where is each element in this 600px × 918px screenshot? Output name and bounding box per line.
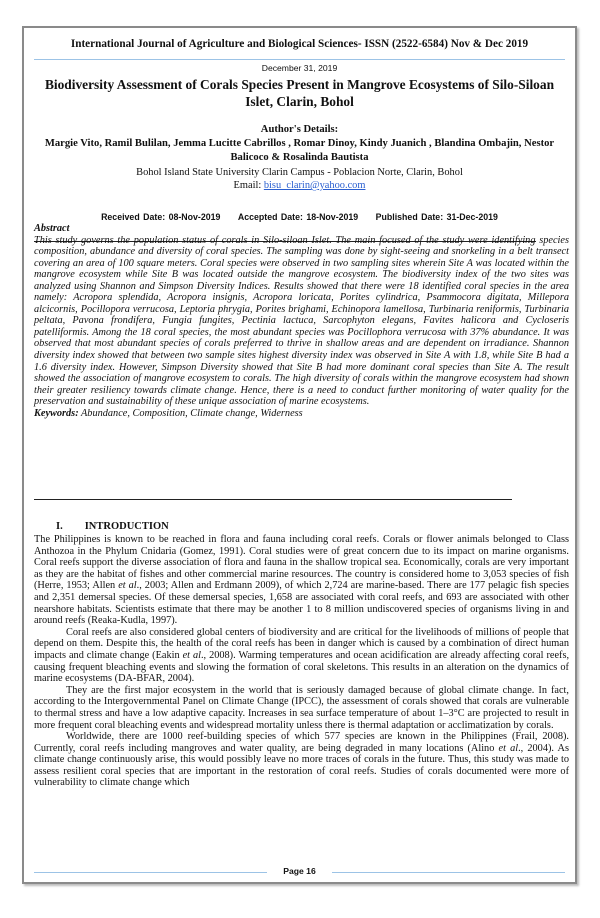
body-text [34, 534, 569, 789]
text-run: Coral reefs are also considered global centers of biodiversity and are critical for the livelihoods of millions of people that depend on them. Despite this, the health of the coral reefs has been in danger which is caused by a combination of direct human impacts and climate change (Eakin [34, 626, 569, 661]
footer-line [332, 872, 565, 873]
abstract [34, 223, 569, 419]
text-run: ., 2003; Allen and Erdmann 2009), of which 2,724 are marine-based. There are 177 pelagic fish species and 2,351 demersal species. Of these demersal species, 1,658 are associated with coral reefs, and 693 are associated with other nearshore habitats. Scientists estimate that there may be another 1 to 8 million undiscovered species of organisms living in and around reefs (Reaka-Kudla, 1997). [34, 580, 569, 627]
paragraph [34, 731, 569, 789]
abstract-heading: Abstract [34, 223, 70, 234]
journal-header: International Journal of Agriculture and Biological Sciences- ISSN (2522-6584) Nov & Dec 2019 [70, 38, 529, 50]
authors-heading: Author's Details: [260, 124, 339, 135]
paragraph [34, 534, 569, 627]
email-line [24, 180, 575, 191]
abstract-text: This study governs the population status of corals in Silo-siloan Islet. The main focused of the study were identifying species composition, abundance and diversity of coral species. The sampling was done by sight-seeing and snorkeling in a belt transect covering an area of 100 square meters. Coral species were observed in two sampling sites wherein Site A was located within the mangrove ecosystem while Site B was located outside the mangrove ecosystem. The biodiversity index of the two sites was analyzed using Shannon and Simpson Diversity Indices. Results showed that there were 18 identified coral species in the area namely: Acropora splendida, Acropora insignis, Acropora loricata, Porites cylindrica, Psammocora digitata, Millepora alcicornis, Pocillopora verrucosa, Leptoria phrygia, Porites brighami, Echinopora lamellosa, Turbinaria reniformis, Turbinaria peltata, Pavona frondifera, Fungia fungites, Pectinia lactuca, Sarcophyton elegans, Favites halicora and Cycloseris patelliformis. Among the 18 coral species, the most abundant species was Pocillophora verrucosa with 37% abundance. It was observed that most abundant species of corals preferred to thrive in shallow areas and are dependent on irradiance. Shannon diversity index showed that between two sample sites highest diversity index was observed in Site A with 1.8, while Site B had a 1.6 diversity index. However, Simpson Diversity showed that Site B had more dominant coral species than Site A. The result showed the association of mangrove ecosystem to corals. The high diversity of corals within the mangrove ecosystem had shown their greater resiliency towards climate change. Hence, there is a need to conduct further monitoring of water quality for the preservation and sustainability of these unique association of marine ecosystems. [34, 234, 569, 408]
accepted-date: Accepted Date: 18-Nov-2019 [237, 212, 359, 222]
text-run: Worldwide, there are 1000 reef-building species of which 577 species are known in the Philippines (Frail, 2008). Currently, coral reefs including mangroves and water quality, are being degraded in many locations (Alino [34, 731, 569, 754]
section-title: INTRODUCTION [84, 521, 169, 532]
paper-page [22, 26, 577, 884]
paper-title: Biodiversity Assessment of Corals Species Present in Mangrove Ecosystems of Silo-Siloan Islet, Clarin, Bohol [44, 77, 555, 109]
paragraph [34, 685, 569, 731]
page-number: Page 16 [283, 866, 316, 876]
text-run: The Philippines is known to be reached in flora and fauna including coral reefs. Corals or flower animals belonged to Class Anthozoa in the Phylum Cnidaria (Gomez, 1991). Coral studies were of great concern due to its impact on marine organisms. Coral reefs support the diverse association of flora and fauna in the shallow tropical sea. Economically, corals are very important as they are the habitat of fishes and other commercial marine resources. The country is considered home to 3,053 species of fish (Herre, 1953; Allen [34, 534, 569, 592]
email-label: Email: [233, 180, 264, 191]
italic-text: et al [118, 580, 137, 592]
section-number: I. [56, 521, 63, 532]
email-link[interactable]: bisu_clarin@yahoo.com [263, 180, 366, 191]
italic-text: et al [498, 742, 519, 754]
section-heading [56, 521, 191, 532]
dates-line [24, 212, 575, 222]
divider [34, 499, 512, 500]
text-run: ., 2008). Warming temperatures and ocean acidification are already affecting coral reefs, causing frequent bleaching events and slowing the formation of coral skeletons. This results in an alteration on the dynamics of marine ecosystems (DA-BFAR, 2004). [34, 649, 570, 685]
text-run: ., 2004). As climate change continuously arise, this would possibly leave no more traces of corals in the future. Thus, this study was made to assess resilient coral species that are important in the restoration of coral reefs. Studies of corals documented were more of vulnerability to climate change which [34, 742, 569, 789]
keywords-label: Keywords: [34, 407, 79, 419]
authors: Margie Vito, Ramil Bulilan, Jemma Lucitte Cabrillos , Romar Dinoy, Kindy Juanich , Blandina Ombajin, Nestor Balicoco & Rosalinda Bautista [44, 138, 555, 163]
header-divider [34, 59, 565, 60]
published-date: Published Date: 31-Dec-2019 [375, 212, 498, 222]
page-footer [34, 866, 565, 878]
affiliation: Bohol Island State University Clarin Campus - Poblacion Norte, Clarin, Bohol [136, 167, 463, 178]
text-run: They are the first major ecosystem in the world that is seriously damaged because of global climate change. In fact, according to the Intergovernmental Panel on Climate Change (IPCC), the assessment of corals showed that corals are vulnerable to thermal stress and have a low adaptive capacity. Increases in sea surface temperature of about 1–3°C are projected to result in more frequent coral bleaching events and widespread mortality unless there is thermal adaptation or acclimatization by corals. [34, 684, 569, 731]
keywords: Abundance, Composition, Climate change, Widerness [78, 407, 303, 419]
paragraph [34, 627, 569, 685]
received-date: Received Date: 08-Nov-2019 [101, 212, 221, 222]
issue-date: December 31, 2019 [261, 63, 338, 73]
italic-text: et al [182, 649, 201, 661]
